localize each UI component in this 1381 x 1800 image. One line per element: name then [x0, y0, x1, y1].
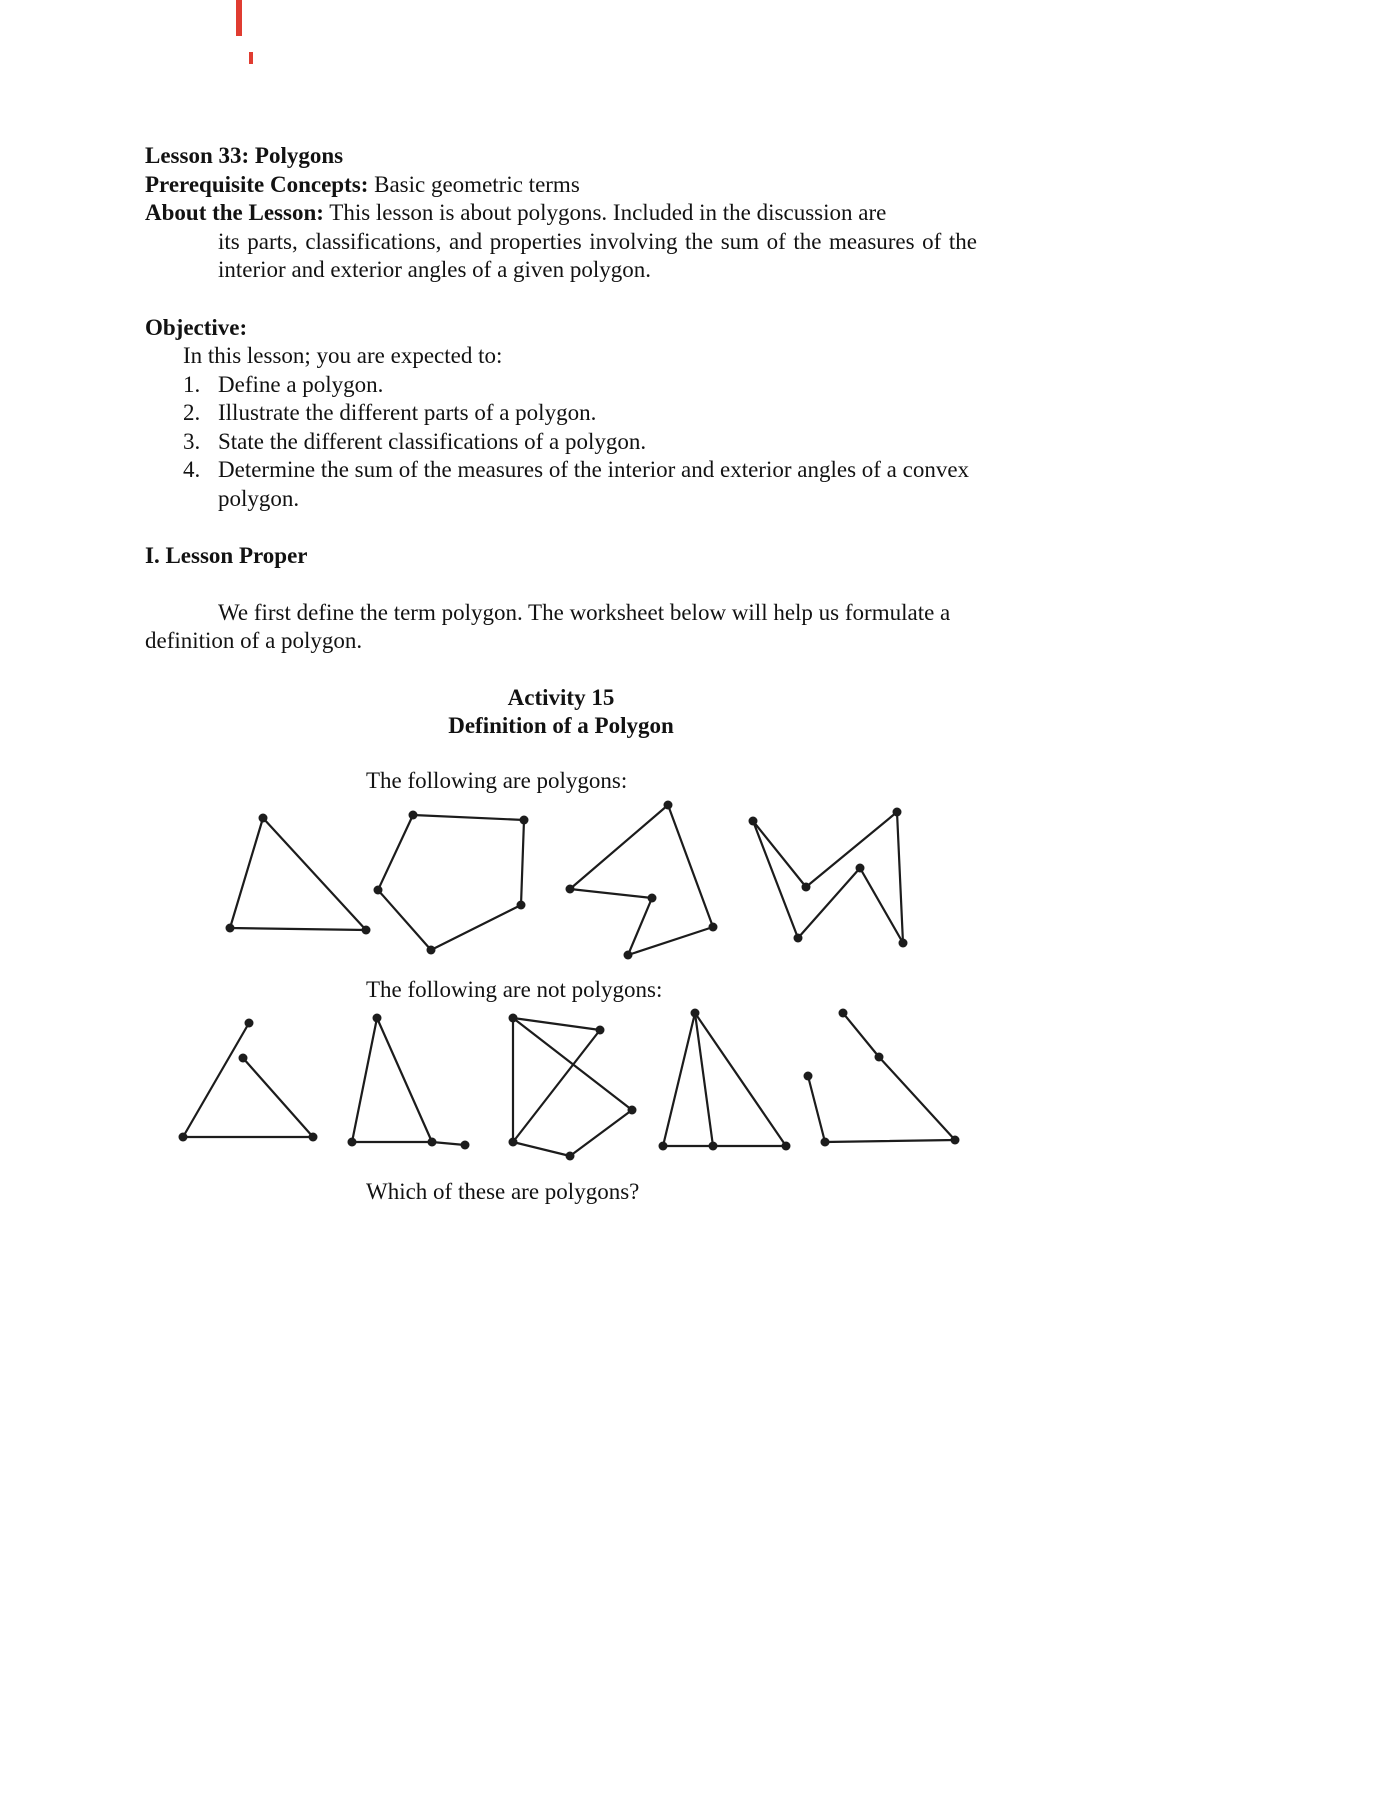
figure-open-quadrilateral	[804, 1008, 960, 1146]
about-text-intro: This lesson is about polygons. Included in the discussion are	[329, 200, 887, 225]
polygons-row	[0, 795, 1381, 970]
objective-text: Define a polygon.	[218, 371, 384, 397]
figure-zigzag-hexagon	[749, 808, 908, 948]
objectives-list	[183, 371, 977, 514]
about-line	[145, 199, 977, 228]
figure-triangle-with-inner-segment	[659, 1008, 791, 1150]
objective-number: 2.	[183, 400, 201, 425]
objective-text: Determine the sum of the measures of the interior and exterior angles of a convex polygon.	[218, 457, 970, 511]
about-continuation: its parts, classifications, and properties involving the sum of the measures of the interior and exterior angles of a given polygon.	[218, 228, 977, 282]
prerequisite-text: Basic geometric terms	[374, 171, 580, 197]
objective-number: 1.	[183, 371, 201, 397]
scan-artifact	[236, 0, 242, 36]
objective-item	[183, 399, 977, 428]
lesson-title-text: Lesson 33: Polygons	[145, 143, 344, 168]
objective-item	[183, 456, 977, 513]
prerequisite-line	[145, 171, 977, 200]
figure-self-intersecting-figure	[509, 1013, 637, 1160]
objective-number: 3.	[183, 428, 201, 454]
not-polygons-row	[0, 1005, 1381, 1170]
lesson-intro-paragraph: We first define the term polygon. The worksheet below will help us formulate a definition of a polygon.	[145, 599, 951, 653]
figure-concave-pentagon	[566, 801, 718, 960]
figure-pentagon	[374, 811, 529, 955]
objective-number: 4.	[183, 457, 201, 482]
not-polygons-caption: The following are not polygons:	[366, 977, 663, 1002]
figure-triangle-with-extension	[348, 1013, 470, 1149]
activity-subtitle: Definition of a Polygon	[448, 713, 674, 738]
objective-text: Illustrate the different parts of a polygon.	[218, 400, 597, 425]
polygons-caption: The following are polygons:	[366, 767, 628, 793]
objective-item	[183, 371, 977, 400]
activity-heading	[145, 684, 977, 741]
prerequisite-label: Prerequisite Concepts:	[145, 171, 369, 197]
objective-text: State the different classifications of a polygon.	[218, 428, 647, 454]
objective-intro: In this lesson; you are expected to:	[183, 343, 503, 368]
lesson-proper-heading: I. Lesson Proper	[145, 543, 308, 568]
objective-section	[145, 314, 977, 514]
figure-triangle	[226, 814, 371, 935]
objective-item	[183, 428, 977, 457]
lesson-title	[145, 142, 977, 171]
objective-heading-text: Objective:	[145, 314, 248, 340]
about-label: About the Lesson:	[145, 200, 324, 225]
lesson-header	[145, 142, 977, 285]
activity-title: Activity 15	[507, 684, 615, 710]
question-line: Which of these are polygons?	[366, 1178, 640, 1204]
objective-heading	[145, 314, 977, 343]
figure-open-triangle	[179, 1018, 318, 1141]
scan-artifact	[249, 52, 253, 64]
